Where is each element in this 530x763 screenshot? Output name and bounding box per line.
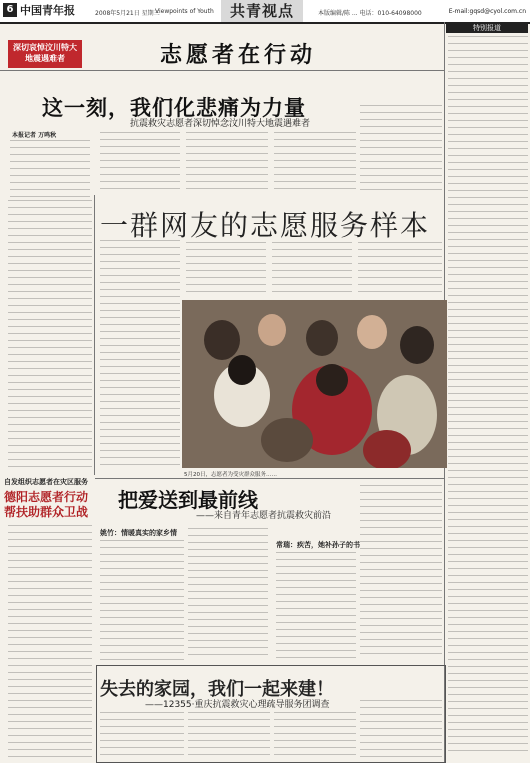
- article4-headline: 失去的家园，我们一起来建！: [100, 679, 334, 700]
- article1-body-col2: [100, 132, 180, 192]
- sidebar-header: 特别报道: [446, 24, 528, 33]
- sidebar-body: [448, 36, 528, 756]
- article4-body-col4: [360, 700, 442, 760]
- side-article-kicker: 自发组织志愿者在灾区服务: [4, 478, 88, 486]
- left-column-body: [8, 200, 92, 470]
- memorial-line-1: 深切哀悼汶川特大: [13, 43, 77, 52]
- article2-headline: 一群网友的志愿服务样本: [100, 209, 431, 242]
- page-main-title: 志愿者在行动: [160, 43, 317, 68]
- divider: [0, 70, 445, 71]
- article4-body-col2: [188, 712, 270, 760]
- volunteer-photo: [182, 300, 447, 468]
- article1-subhead: 抗震救灾志愿者深切悼念汶川特大地震遇难者: [130, 119, 311, 129]
- photo-illustration: [182, 300, 447, 468]
- article3-subhead: ——来自青年志愿者抗震救灾前沿: [196, 511, 332, 521]
- article3-body-col2: [188, 528, 268, 660]
- column-rule: [94, 195, 95, 475]
- section-english: Viewpoints of Youth: [155, 8, 214, 15]
- issue-date: 2008年5月21日 星期三: [95, 10, 160, 17]
- article3-body-col3: [276, 552, 356, 660]
- side-article-title: 德阳志愿者行动帮扶助群众卫战: [4, 490, 89, 519]
- memorial-line-2: 地震遇难者: [25, 54, 65, 63]
- article1-body-col1: [10, 140, 90, 200]
- side-article-body: [8, 525, 92, 760]
- divider: [95, 478, 445, 479]
- article1-body-col5: [360, 105, 442, 195]
- contact-email: E-mail:gqsd@cyol.com.cn: [448, 8, 526, 15]
- photo-caption: 5月20日，志愿者为受灾群众服务……: [184, 472, 277, 478]
- article2-body-col3: [272, 242, 352, 297]
- memorial-box: [8, 40, 82, 68]
- article2-body-col1: [100, 240, 180, 465]
- article1-byline: 本报记者 万鸣秋: [12, 132, 57, 139]
- newspaper-logo: 中国青年报: [20, 4, 75, 17]
- article3-subhead-1: 姚竹：情暖真实的家乡情: [100, 529, 177, 537]
- editor-info: 本版编辑/陈 ... 电话：010-64098000: [318, 10, 422, 17]
- article1-body-col3: [186, 132, 268, 192]
- article3-headline: 把爱送到最前线: [118, 488, 258, 512]
- article3-body-col1: [100, 540, 184, 660]
- article2-body-col4: [358, 242, 442, 297]
- article2-body-col2: [186, 242, 266, 297]
- article3-body-col4: [360, 485, 442, 660]
- article4-body-col3: [274, 712, 356, 760]
- article1-body-col4: [274, 132, 356, 192]
- page-number: 6: [3, 3, 17, 17]
- article3-subhead-2: 常瑞：疾苦，她补孙子的书: [276, 541, 360, 549]
- column-title: 共青视点: [221, 0, 303, 22]
- article1-headline: 这一刻，我们化悲痛为力量: [42, 96, 306, 120]
- article4-body-col1: [100, 712, 184, 760]
- article4-subhead: ——12355·重庆抗震救灾心理疏导服务团调查: [145, 700, 330, 710]
